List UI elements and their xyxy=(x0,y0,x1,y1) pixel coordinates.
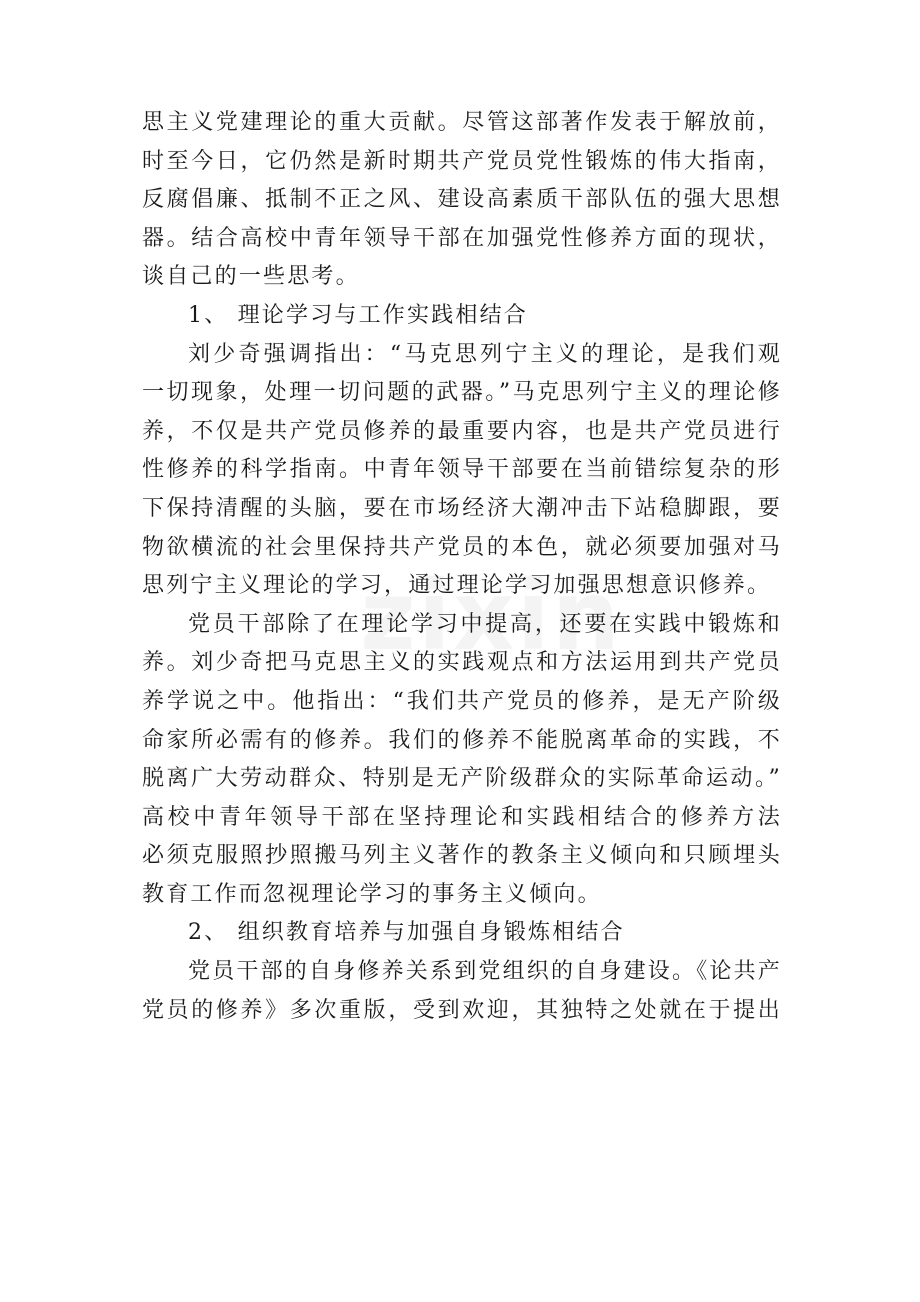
body-line: 一切现象，处理一切问题的武器。”马克思列宁主义的理论修 xyxy=(142,380,782,406)
body-line: 刘少奇强调指出：“马克思列宁主义的理论，是我们观 xyxy=(188,341,782,367)
body-line: 养，不仅是共产党员修养的最重要内容，也是共产党员进行 xyxy=(142,418,782,444)
body-line: 时至今日，它仍然是新时期共产党员党性锻炼的伟大指南， xyxy=(142,148,782,174)
body-line: 高校中青年领导干部在坚持理论和实践相结合的修养方法 xyxy=(142,804,782,830)
body-line: 养。刘少奇把马克思主义的实践观点和方法运用到共产党员 xyxy=(142,650,782,676)
body-line: 谈自己的一些思考。 xyxy=(142,264,360,290)
body-line: 必须克服照抄照搬马列主义著作的教条主义倾向和只顾埋头 xyxy=(142,843,782,869)
body-line: 性修养的科学指南。中青年领导干部要在当前错综复杂的形 xyxy=(142,457,782,483)
body-line: 党员干部的自身修养关系到党组织的自身建设。《论共产 xyxy=(188,959,782,985)
section-heading: 1、 理论学习与工作实践相结合 xyxy=(188,302,528,328)
body-line: 教育工作而忽视理论学习的事务主义倾向。 xyxy=(142,881,602,907)
body-line: 党员的修养》多次重版，受到欢迎，其独特之处就在于提出 xyxy=(142,997,782,1023)
document-body xyxy=(142,104,782,1030)
body-line: 养学说之中。他指出：“我们共产党员的修养，是无产阶级 xyxy=(142,688,782,714)
body-line: 命家所必需有的修养。我们的修养不能脱离革命的实践，不 xyxy=(142,727,782,753)
body-line: 下保持清醒的头脑，要在市场经济大潮冲击下站稳脚跟，要 xyxy=(142,495,782,521)
body-line: 思列宁主义理论的学习，通过理论学习加强思想意识修养。 xyxy=(142,573,772,599)
body-line: 器。结合高校中青年领导干部在加强党性修养方面的现状， xyxy=(142,225,782,251)
section-heading: 2、 组织教育培养与加强自身锻炼相结合 xyxy=(188,920,625,946)
body-line: 党员干部除了在理论学习中提高，还要在实践中锻炼和 xyxy=(188,611,782,637)
body-line: 物欲横流的社会里保持共产党员的本色，就必须要加强对马 xyxy=(142,534,782,560)
body-line: 脱离广大劳动群众、特别是无产阶级群众的实际革命运动。” xyxy=(142,766,782,792)
body-line: 反腐倡廉、抵制不正之风、建设高素质干部队伍的强大思想 xyxy=(142,187,782,213)
body-line: 思主义党建理论的重大贡献。尽管这部著作发表于解放前， xyxy=(142,110,782,135)
